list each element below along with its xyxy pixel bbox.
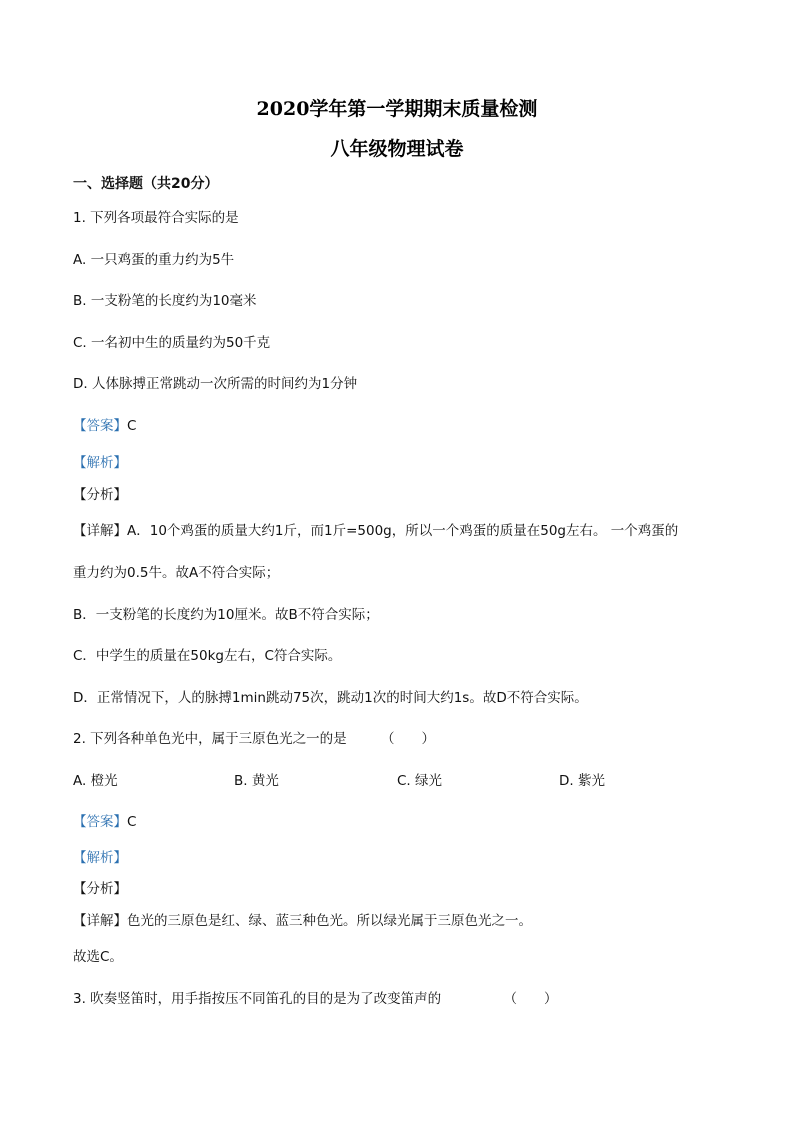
- question-1-option-c: C. 一名初中生的质量约为50千克: [73, 335, 271, 351]
- answer-value: C: [127, 418, 137, 434]
- question-1-detail-d: D．正常情况下，人的脉搏1min跳动75次，跳动1次的时间大约1s。故D不符合实际。: [73, 690, 588, 706]
- detail-tag: 【详解】: [73, 913, 127, 929]
- answer-blank: （ ）: [380, 731, 435, 747]
- question-2-option-c: C. 绿光: [397, 773, 443, 789]
- section-heading: 一、选择题（共20分）: [73, 176, 219, 192]
- question-3-stem-row: [73, 990, 557, 1008]
- question-3-stem: 3. 吹奏竖笛时，用手指按压不同笛孔的目的是为了改变笛声的: [73, 991, 442, 1007]
- answer-tag: 【答案】: [73, 814, 127, 830]
- answer-value: C: [127, 814, 137, 830]
- question-2-analysis-tag: 【解析】: [73, 850, 127, 866]
- question-2-option-d: D. 紫光: [559, 773, 605, 789]
- detail-text: 色光的三原色是红、绿、蓝三种色光。所以绿光属于三原色光之一。: [127, 913, 532, 929]
- question-2-option-b: B. 黄光: [234, 773, 279, 789]
- question-2-fenxi-tag: 【分析】: [73, 881, 127, 897]
- question-2-option-a: A. 橙光: [73, 773, 118, 789]
- question-2-conclusion: 故选C。: [73, 949, 123, 965]
- question-1-fenxi-tag: 【分析】: [73, 487, 127, 503]
- question-1-detail-line1: [73, 522, 678, 540]
- answer-tag: 【答案】: [73, 418, 127, 434]
- detail-text: A．10个鸡蛋的质量大约1斤，而1斤=500g，所以一个鸡蛋的质量在50g左右。 一个鸡蛋的: [127, 523, 679, 539]
- question-2-stem-row: [73, 730, 435, 748]
- exam-subtitle: 八年级物理试卷: [330, 138, 464, 160]
- question-2-answer: [73, 813, 136, 831]
- exam-title: 2020学年第一学期期末质量检测: [256, 98, 538, 120]
- question-1-detail-b: B．一支粉笔的长度约为10厘米。故B不符合实际；: [73, 607, 379, 623]
- question-1-answer: [73, 417, 136, 435]
- question-1-detail-c: C．中学生的质量在50kg左右，C符合实际。: [73, 648, 342, 664]
- question-1-option-b: B. 一支粉笔的长度约为10毫米: [73, 293, 257, 309]
- question-1-stem: 1. 下列各项最符合实际的是: [73, 210, 239, 226]
- question-1-analysis-tag: 【解析】: [73, 455, 127, 471]
- question-1-option-d: D. 人体脉搏正常跳动一次所需的时间约为1分钟: [73, 376, 358, 392]
- question-2-stem: 2. 下列各种单色光中，属于三原色光之一的是: [73, 731, 347, 747]
- detail-tag: 【详解】: [73, 523, 127, 539]
- question-1-detail-line2: 重力约为0.5牛。故A不符合实际；: [73, 565, 280, 581]
- question-2-detail: [73, 912, 532, 930]
- question-1-option-a: A. 一只鸡蛋的重力约为5牛: [73, 252, 235, 268]
- answer-blank: （ ）: [503, 991, 558, 1007]
